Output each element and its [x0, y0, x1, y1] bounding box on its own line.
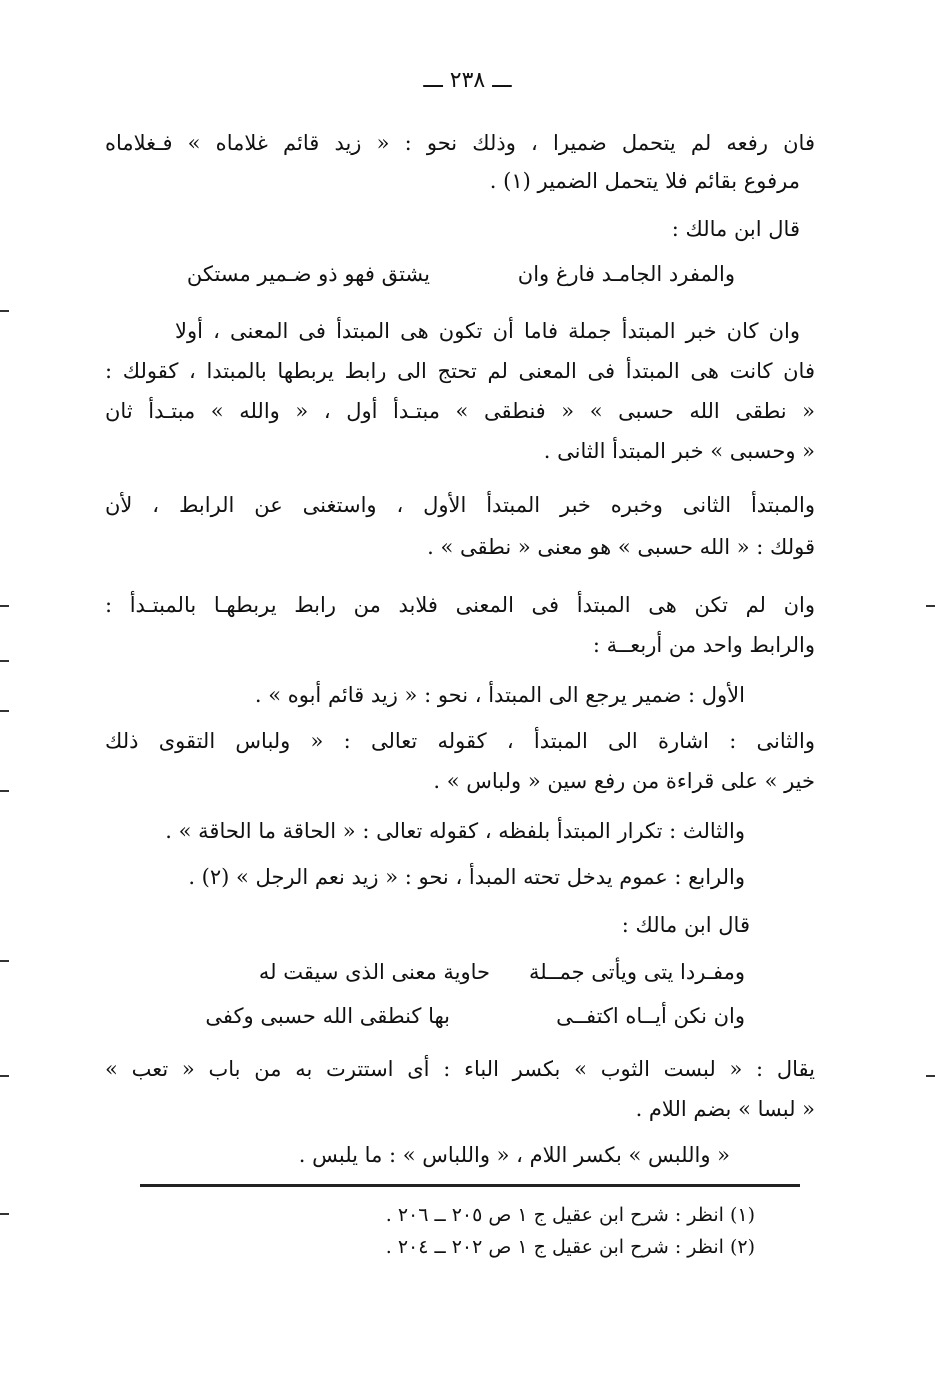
scan-margin-mark: [0, 1213, 9, 1215]
scan-margin-mark: [0, 605, 9, 607]
verse-hemistich-first: والمفرد الجامـد فارغ وان: [517, 262, 735, 286]
text-line: فان كانت هى المبتدأ فى المعنى لم تحتج الى رابط يربطها بالمبتدا ، كقولك :: [105, 359, 815, 383]
text-line: والثانى : اشارة الى المبتدأ ، كقوله تعالى : « ولباس التقوى ذلك: [105, 729, 815, 753]
text-line: فان رفعه لم يتحمل ضميرا ، وذلك نحو : « زيد قائم غلاماه » فـغلاماه: [105, 131, 815, 155]
verse-hemistich-second: حاوية معنى الذى سيقت له: [258, 960, 490, 984]
page-number: ـــ ٢٣٨ ـــ: [423, 68, 512, 93]
text-line: وان لم تكن هى المبتدأ فى المعنى فلابد من رابط يربطهـا بالمبتـدأ :: [105, 593, 815, 617]
text-line: « وحسبى » خبر المبتدأ الثانى .: [543, 439, 815, 463]
text-line: قال ابن مالك :: [621, 913, 750, 937]
text-line: يقال : « لبست الثوب » بكسر الباء : أى استترت به من باب « تعب »: [105, 1057, 815, 1081]
text-line: والرابع : عموم يدخل تحته المبدأ ، نحو : « زيد نعم الرجل » (٢) .: [188, 865, 745, 889]
verse-hemistich-second: يشتق فهو ذو ضـمير مستكن: [186, 262, 430, 286]
scan-margin-mark: [0, 710, 9, 712]
scan-margin-mark: [0, 660, 9, 662]
text-line: قال ابن مالك :: [671, 217, 800, 241]
verse-hemistich-first: ومفـردا يتى ويأتى جمــلة: [528, 960, 745, 984]
verse-hemistich-second: بها كنطقى الله حسبى وكفى: [205, 1004, 450, 1028]
text-line: والمبتدأ الثانى وخبره خبر المبتدأ الأول ، واستغنى عن الرابط ، لأن: [105, 493, 815, 517]
text-line: الأول : ضمير يرجع الى المبتدأ ، نحو : « زيد قائم أبوه » .: [254, 683, 745, 707]
text-line: « لبسا » بضم اللام .: [635, 1097, 815, 1121]
scan-margin-mark: [0, 1075, 9, 1077]
text-line: « نطقى الله حسبى » « فنطقى » مبتـدأ أول ، « والله » مبتـدأ ثان: [105, 399, 815, 423]
footnote-divider: [140, 1184, 800, 1187]
text-line: والرابط واحد من أربعــة :: [592, 633, 815, 657]
text-line: قولك : « الله حسبى » هو معنى « نطقى » .: [427, 535, 815, 559]
scan-margin-mark: [926, 605, 935, 607]
scan-margin-mark: [0, 960, 9, 962]
scan-margin-mark: [926, 1075, 935, 1077]
verse-hemistich-first: وان نكن أيــاه اكتفــى: [556, 1004, 745, 1028]
text-line: والثالث : تكرار المبتدأ بلفظه ، كقوله تعالى : « الحاقة ما الحاقة » .: [165, 819, 745, 843]
footnote: (٢) انظر : شرح ابن عقيل ج ١ ص ٢٠٢ ــ ٢٠٤ .: [385, 1236, 755, 1258]
footnote: (١) انظر : شرح ابن عقيل ج ١ ص ٢٠٥ ــ ٢٠٦ .: [385, 1204, 755, 1226]
scan-margin-mark: [0, 790, 9, 792]
scan-margin-mark: [0, 310, 9, 312]
text-line: مرفوع بقائم فلا يتحمل الضمير (١) .: [489, 169, 800, 193]
text-line: « واللبس » بكسر اللام ، « واللباس » : ما يلبس .: [298, 1143, 730, 1167]
text-line: وان كان خبر المبتدأ جملة فاما أن تكون هى المبتدأ فى المعنى ، أولا: [175, 319, 800, 343]
text-line: خير » على قراءة من رفع سين « ولباس » .: [433, 769, 815, 793]
